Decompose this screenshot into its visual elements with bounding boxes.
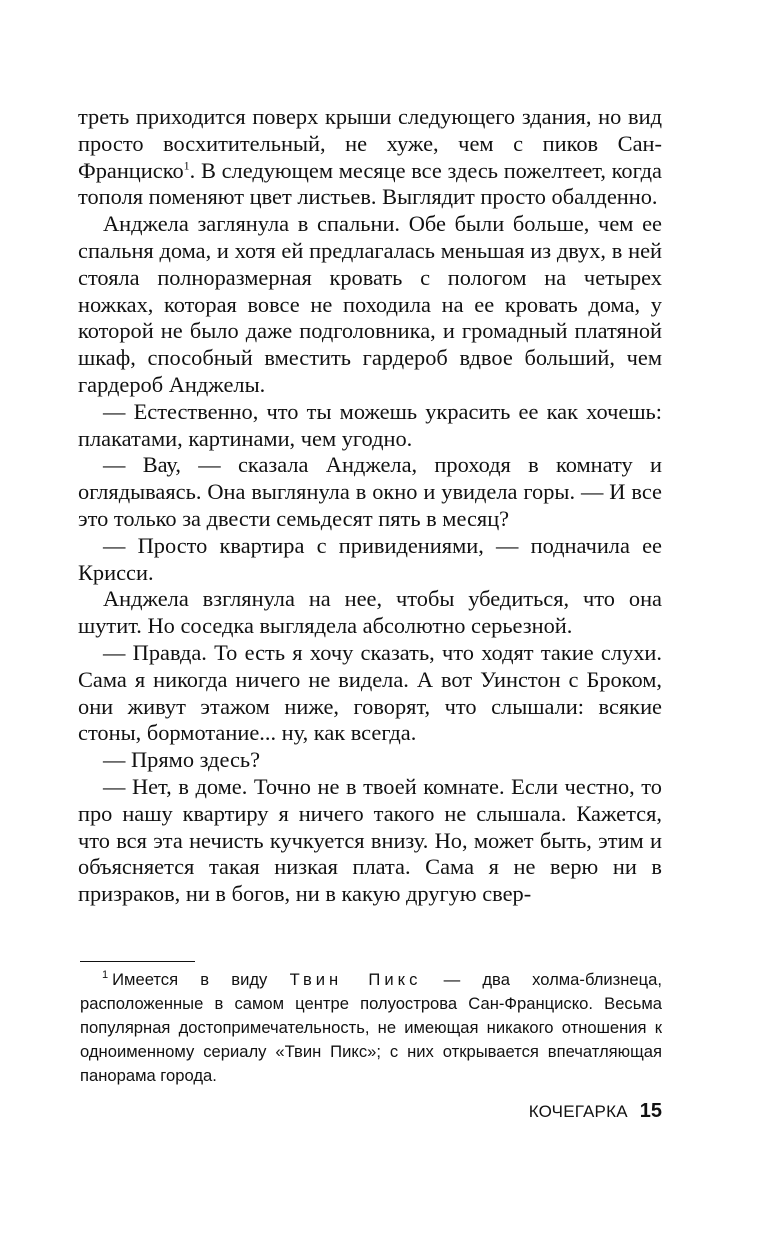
dialogue-line: — Вау, — сказала Анджела, проходя в комнату и оглядываясь. Она выглянула в окно и увидела горы. — И все это только за двести семьдесят пять в месяц? bbox=[78, 452, 662, 531]
page-number: 15 bbox=[639, 1100, 662, 1122]
dialogue-line: — Правда. То есть я хочу сказать, что ходят такие слухи. Сама я никогда ничего не видела. А вот Уинстон с Броком, они живут этажом ниже, говорят, что слышали: всякие стоны, бормотание... ну, как всегда. bbox=[78, 639, 662, 746]
paragraph: треть приходится поверх крыши следующего здания, но вид просто восхитительный, не хуже, чем с пиков Сан-Франциско$^1$. В следующем месяце все здесь пожелтеет, когда тополя поменяют цвет листьев. Выглядит просто обалденно. bbox=[78, 104, 662, 210]
running-title: КОЧЕГАРКА bbox=[528, 1102, 628, 1121]
dialogue-line: — Просто квартира с привидениями, — подначила ее Крисси. bbox=[78, 532, 662, 585]
page-footer bbox=[529, 1100, 662, 1123]
paragraph: Анджела заглянула в спальни. Обе были больше, чем ее спальня дома, и хотя ей предлагалась меньшая из двух, в ней стояла полноразмерная кровать с пологом на четырех ножках, которая вовсе не походила на ее кровать дома, у которой не было даже подголовника, и громадный платяной шкаф, способный вместить гардероб вдвое больший, чем гардероб Анджелы. bbox=[78, 211, 662, 397]
footnote-divider bbox=[80, 961, 195, 962]
dialogue-line: — Прямо здесь? bbox=[103, 747, 261, 773]
footnote: $^1$ Имеется в виду Твин Пикс — два холма-близнеца, расположенные в самом центре полуострова Сан-Франциско. Весьма популярная достопримечательность, не имеющая никакого отношения к одноименному сериалу «Твин Пикс»; с них открывается впечатляющая панорама города. bbox=[80, 969, 662, 1085]
main-text bbox=[78, 104, 662, 908]
footnote-term: Твин Пикс bbox=[289, 970, 422, 989]
dialogue-line: — Естественно, что ты можешь украсить ее как хочешь: плакатами, картинами, чем угодно. bbox=[78, 398, 662, 451]
footnote-mark: 1 bbox=[102, 969, 109, 982]
footnote-reference: 1 bbox=[183, 158, 190, 173]
dialogue-line: — Нет, в доме. Точно не в твоей комнате. Если честно, то про нашу квартиру я ничего такого не слышала. Кажется, что вся эта нечисть кучкуется внизу. Но, может быть, этим и объясняется такая низкая плата. Сама я не верю ни в призраков, ни в богов, ни в какую другую свер- bbox=[78, 773, 662, 907]
paragraph: Анджела взглянула на нее, чтобы убедиться, что она шутит. Но соседка выглядела абсолютно серьезной. bbox=[78, 586, 662, 639]
